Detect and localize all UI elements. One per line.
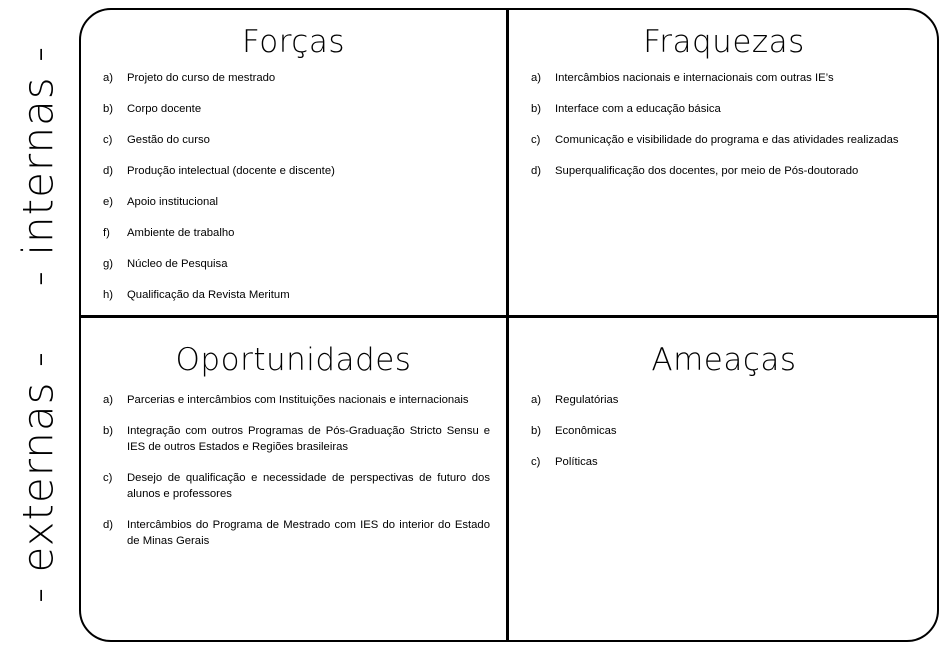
- forcas-item-c: [81, 132, 506, 148]
- forcas-item-f: [81, 225, 506, 241]
- item-marker: d): [531, 165, 542, 177]
- fraquezas-item-b: [509, 101, 939, 117]
- fraquezas-item-c: [509, 132, 939, 148]
- oportunidades-item-c: [81, 470, 506, 502]
- quadrant-oportunidades: [81, 318, 506, 642]
- item-text: Gestão do curso: [127, 134, 210, 146]
- item-marker: h): [103, 289, 114, 301]
- item-marker: e): [103, 196, 114, 208]
- item-text: Regulatórias: [555, 394, 619, 406]
- quadrant-fraquezas: [509, 10, 939, 315]
- item-text: Parcerias e intercâmbios com Instituições nacionais e internacionais: [127, 394, 469, 406]
- side-label-internas: - internas -: [13, 45, 63, 287]
- item-text: Interface com a educação básica: [555, 103, 721, 115]
- quadrant-title-ameacas: Ameaças: [651, 342, 797, 378]
- item-text: Corpo docente: [127, 103, 202, 115]
- item-text: Núcleo de Pesquisa: [127, 258, 228, 270]
- fraquezas-item-d: [509, 163, 939, 179]
- item-marker: b): [103, 425, 114, 437]
- item-marker: a): [103, 72, 114, 84]
- forcas-item-h: [81, 287, 506, 303]
- swot-matrix: [79, 8, 939, 642]
- forcas-list: [81, 70, 506, 303]
- quadrant-title-fraquezas: Fraquezas: [643, 24, 805, 60]
- item-marker: c): [531, 134, 541, 146]
- item-marker: b): [531, 425, 542, 437]
- item-marker: a): [103, 394, 114, 406]
- item-marker: f): [103, 227, 110, 239]
- forcas-item-d: [81, 163, 506, 179]
- item-marker: d): [103, 165, 114, 177]
- item-marker: c): [103, 134, 113, 146]
- item-marker: c): [531, 456, 541, 468]
- item-text: Desejo de qualificação e necessidade de perspectivas de futuro dos alunos e professores: [127, 472, 490, 500]
- ameacas-item-b: [509, 423, 939, 439]
- forcas-item-g: [81, 256, 506, 272]
- item-text: Qualificação da Revista Meritum: [127, 289, 290, 301]
- item-text: Econômicas: [555, 425, 617, 437]
- item-text: Integração com outros Programas de Pós-Graduação Stricto Sensu e IES de outros Estados e Regiões brasileiras: [127, 425, 490, 453]
- item-marker: g): [103, 258, 114, 270]
- quadrant-title-oportunidades: Oportunidades: [175, 342, 412, 378]
- ameacas-item-a: [509, 392, 939, 408]
- item-text: Intercâmbios do Programa de Mestrado com IES do interior do Estado de Minas Gerais: [127, 519, 490, 547]
- quadrant-ameacas: [509, 318, 939, 642]
- item-marker: a): [531, 72, 542, 84]
- forcas-item-b: [81, 101, 506, 117]
- item-text: Apoio institucional: [127, 196, 219, 208]
- oportunidades-list: [81, 392, 506, 549]
- fraquezas-item-a: [509, 70, 939, 86]
- ameacas-item-c: [509, 454, 939, 470]
- item-text: Produção intelectual (docente e discente): [127, 165, 335, 177]
- item-marker: b): [103, 103, 114, 115]
- fraquezas-list: [509, 70, 939, 179]
- item-text: Projeto do curso de mestrado: [127, 72, 276, 84]
- item-text: Superqualificação dos docentes, por meio de Pós-doutorado: [555, 165, 859, 177]
- item-marker: a): [531, 394, 542, 406]
- ameacas-list: [509, 392, 939, 470]
- oportunidades-item-a: [81, 392, 506, 408]
- item-marker: b): [531, 103, 542, 115]
- item-marker: c): [103, 472, 113, 484]
- item-text: Comunicação e visibilidade do programa e das atividades realizadas: [555, 134, 899, 146]
- quadrant-forcas: [81, 10, 506, 315]
- side-label-externas: - externas -: [13, 350, 63, 604]
- item-text: Ambiente de trabalho: [127, 227, 235, 239]
- oportunidades-item-d: [81, 517, 506, 549]
- quadrant-title-forcas: Forças: [242, 24, 345, 60]
- forcas-item-e: [81, 194, 506, 210]
- item-marker: d): [103, 519, 114, 531]
- item-text: Políticas: [555, 456, 598, 468]
- oportunidades-item-b: [81, 423, 506, 455]
- forcas-item-a: [81, 70, 506, 86]
- item-text: Intercâmbios nacionais e internacionais com outras IE’s: [555, 72, 834, 84]
